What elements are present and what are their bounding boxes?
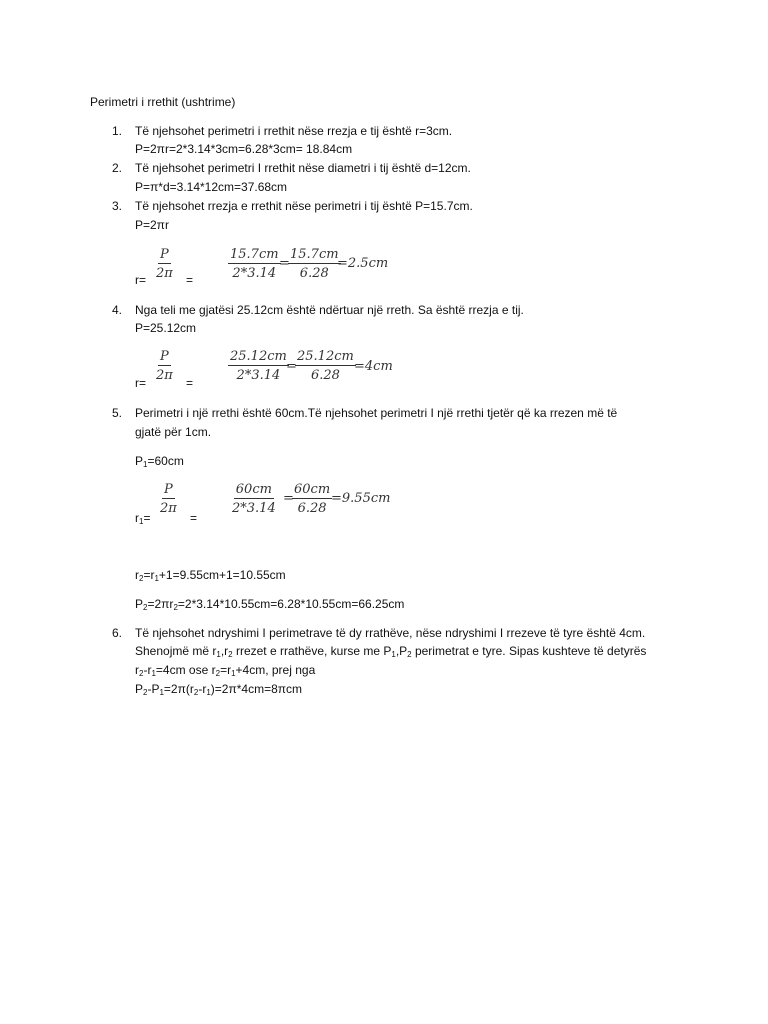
item-3-equals: = <box>186 273 194 287</box>
fraction-numerator: 15.7cm <box>230 247 279 262</box>
item-5-p1-line: $P_1=60cm$ <box>135 454 184 469</box>
item-6-line2: Shenojmë më $r_1,r_2$ rrezet e rrathëve, kurse me $P_1,P_2$ perimetrat e tyre. Sipas kushteve të detyrës <box>135 644 647 659</box>
item-number-2: 2. <box>112 161 123 175</box>
item-3-fraction-b <box>288 248 341 280</box>
item-3-equals-mid: = <box>279 256 290 271</box>
fraction-numerator: P <box>160 349 169 364</box>
fraction-numerator: P <box>164 482 173 497</box>
item-4-result: =4cm <box>354 359 393 374</box>
item-1-solution: P=2πr=2*3.14*3cm=6.28*3cm= 18.84cm <box>135 142 353 156</box>
fraction-denominator: 2*3.14 <box>236 368 281 383</box>
fraction-denominator: 2π <box>156 368 173 383</box>
item-2-question: Të njehsohet perimetri I rrethit nëse diametri i tij është d=12cm. <box>135 161 471 175</box>
item-1-question: Të njehsohet perimetri i rrethit nëse rrezja e tij është r=3cm. <box>135 124 453 138</box>
item-3-fraction-p-over-2pi <box>156 248 173 280</box>
item-5-fraction-p-over-2pi <box>160 483 177 515</box>
item-5-question-line2: gjatë për 1cm. <box>135 425 212 439</box>
item-number-6: 6. <box>112 626 123 640</box>
item-5-fraction-a <box>232 483 276 515</box>
item-5-question-line1: Perimetri i një rrethi është 60cm.Të njehsohet perimetri I një rrethi tjetër që ka rrezen më të <box>135 406 618 420</box>
fraction-numerator: 25.12cm <box>230 349 287 364</box>
item-3-result: =2.5cm <box>337 256 389 271</box>
item-3-fraction-a <box>228 248 281 280</box>
fraction-denominator: 6.28 <box>310 368 340 383</box>
fraction-numerator: P <box>160 247 169 262</box>
item-5-p2-line: $P_2=2\pi r_2=2*3.14*10.55cm=6.28*10.55cm=66.25cm$ <box>135 597 405 612</box>
fraction-denominator: 2*3.14 <box>232 501 276 516</box>
item-4-fraction-a <box>228 350 289 382</box>
item-4-solution: P=25.12cm <box>135 321 197 335</box>
item-3-solution: P=2πr <box>135 218 169 232</box>
item-4-question: Nga teli me gjatësi 25.12cm është ndërtuar një rreth. Sa është rrezja e tij. <box>135 303 524 317</box>
fraction-numerator: 25.12cm <box>297 349 354 364</box>
item-5-r2-line: $r_2=r_1+1=9.55cm+1=10.55cm$ <box>135 568 286 583</box>
item-number-3: 3. <box>112 199 123 213</box>
item-5-equals-mid: = <box>283 491 294 506</box>
fraction-denominator: 2*3.14 <box>232 266 277 281</box>
fraction-denominator: 2π <box>156 266 173 281</box>
item-number-1: 1. <box>112 124 123 138</box>
fraction-numerator: 60cm <box>294 482 331 497</box>
item-number-4: 4. <box>112 303 123 317</box>
item-2-solution: P=π*d=3.14*12cm=37.68cm <box>135 180 288 194</box>
item-4-fraction-p-over-2pi <box>156 350 173 382</box>
item-6-line1: Të njehsohet ndryshimi I perimetrave të dy rrathëve, nëse ndryshimi I rrezeve të tyre është 4cm. <box>135 626 646 640</box>
item-4-equals-mid: = <box>286 359 297 374</box>
item-5-r1-label: $r_1=$ <box>135 511 151 526</box>
item-6-line3: $r_2-r_1=4cm$ ose $r_2=r_1+4cm$, prej nga <box>135 663 316 678</box>
fraction-numerator: 60cm <box>235 482 272 497</box>
item-5-equals: = <box>190 511 198 525</box>
item-4-r-label: r= <box>135 376 147 390</box>
item-4-fraction-b <box>295 350 356 382</box>
item-4-equals: = <box>186 376 194 390</box>
fraction-denominator: 6.28 <box>299 266 329 281</box>
item-3-r-label: r= <box>135 273 147 287</box>
item-5-result: =9.55cm <box>331 491 391 506</box>
item-number-5: 5. <box>112 406 123 420</box>
fraction-numerator: 15.7cm <box>290 247 339 262</box>
item-3-question: Të njehsohet rrezja e rrethit nëse perimetri i tij është P=15.7cm. <box>135 199 473 213</box>
fraction-denominator: 2π <box>160 501 177 516</box>
fraction-denominator: 6.28 <box>297 501 327 516</box>
item-6-line4: $P_2-P_1=2\pi(r_2-r_1)=2\pi*4cm=8\pi cm$ <box>135 682 303 697</box>
item-5-fraction-b <box>292 483 332 515</box>
page-title: Perimetri i rrethit (ushtrime) <box>90 95 236 109</box>
